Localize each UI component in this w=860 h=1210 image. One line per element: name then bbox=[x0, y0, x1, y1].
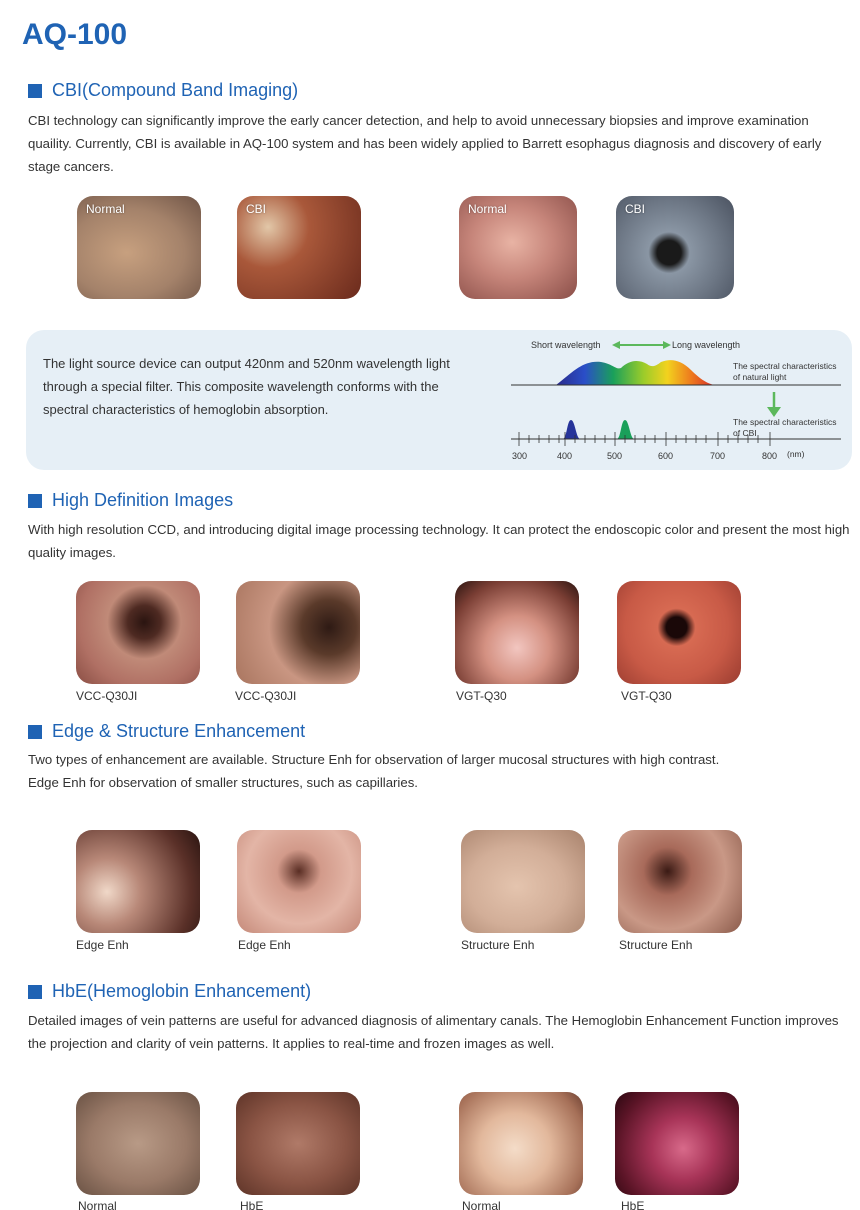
tick-label: 700 bbox=[710, 451, 726, 461]
image-caption: Structure Enh bbox=[461, 938, 535, 952]
unit-label: (nm) bbox=[787, 449, 805, 459]
image-label: Normal bbox=[468, 202, 507, 216]
long-wavelength-label: Long wavelength bbox=[672, 340, 741, 350]
short-wavelength-label: Short wavelength bbox=[531, 340, 601, 350]
double-arrow-icon bbox=[612, 341, 671, 349]
bullet-square-icon bbox=[28, 725, 42, 739]
image-caption: Edge Enh bbox=[238, 938, 291, 952]
tick-label: 300 bbox=[512, 451, 528, 461]
image-caption: VGT-Q30 bbox=[456, 689, 507, 703]
natural-label-line1: The spectral characteristics bbox=[733, 361, 837, 371]
natural-label-line2: of natural light bbox=[733, 372, 787, 382]
bullet-square-icon bbox=[28, 84, 42, 98]
endoscopy-image bbox=[236, 581, 360, 684]
endoscopy-image bbox=[237, 196, 361, 299]
image-caption: HbE bbox=[621, 1199, 645, 1210]
endoscopy-image bbox=[459, 1092, 583, 1195]
endoscopy-image bbox=[461, 830, 585, 933]
section-heading-hbe bbox=[28, 981, 311, 1002]
image-caption: Edge Enh bbox=[76, 938, 129, 952]
image-caption: Normal bbox=[78, 1199, 117, 1210]
page-title: AQ-100 bbox=[22, 18, 128, 51]
section-title: HbE(Hemoglobin Enhancement) bbox=[52, 981, 312, 1001]
hbe-description: Detailed images of vein patterns are useful for advanced diagnosis of alimentary canals. The Hemoglobin Enhancement Function improves the projection and clarity of vein patterns. It applies to real-time and frozen images as well. bbox=[28, 1013, 839, 1051]
natural-light-spectrum bbox=[556, 360, 715, 385]
section-heading-edge bbox=[28, 721, 305, 742]
endoscopy-image bbox=[459, 196, 577, 299]
edge-description-line1: Two types of enhancement are available. Structure Enh for observation of larger mucosal structures with high contrast. bbox=[28, 752, 720, 767]
endoscopy-image bbox=[77, 196, 201, 299]
peak-420nm bbox=[563, 420, 580, 439]
section-title: High Definition Images bbox=[52, 490, 234, 510]
endoscopy-image bbox=[455, 581, 579, 684]
down-arrow-icon bbox=[767, 392, 781, 417]
endoscopy-image bbox=[617, 581, 741, 684]
image-label: Normal bbox=[86, 202, 125, 216]
image-caption: VGT-Q30 bbox=[621, 689, 672, 703]
image-caption: Normal bbox=[462, 1199, 501, 1210]
edge-description-line2: Edge Enh for observation of smaller structures, such as capillaries. bbox=[28, 775, 418, 790]
image-label: CBI bbox=[625, 202, 646, 216]
cbi-label-line1: The spectral characteristics bbox=[733, 417, 837, 427]
cbi-info-text: The light source device can output 420nm and 520nm wavelength light through a special filter. This composite wavelength conforms with the spectral characteristics of hemoglobin absorption. bbox=[43, 356, 450, 417]
endoscopy-image bbox=[76, 581, 200, 684]
endoscopy-image bbox=[236, 1092, 360, 1195]
image-caption: HbE bbox=[240, 1199, 264, 1210]
endoscopy-image bbox=[76, 830, 200, 933]
bullet-square-icon bbox=[28, 494, 42, 508]
endoscopy-image bbox=[76, 1092, 200, 1195]
image-caption: VCC-Q30JI bbox=[235, 689, 297, 703]
image-label: CBI bbox=[246, 202, 267, 216]
endoscopy-image bbox=[615, 1092, 739, 1195]
cbi-label-line2: of CBI bbox=[733, 428, 757, 438]
cbi-description: CBI technology can significantly improve the early cancer detection, and help to avoid unnecessary biopsies and improve examination quaility. Currently, CBI is available in AQ-100 system and has been widely applied to Barrett esophagus diagnosis and discovery of early stage cancers. bbox=[28, 113, 822, 174]
tick-label: 500 bbox=[607, 451, 623, 461]
endoscopy-image bbox=[618, 830, 742, 933]
image-caption: VCC-Q30JI bbox=[76, 689, 138, 703]
section-title: Edge & Structure Enhancement bbox=[52, 721, 306, 741]
tick-label: 600 bbox=[658, 451, 674, 461]
hd-description: With high resolution CCD, and introducing digital image processing technology. It can protect the endoscopic color and present the most high quality images. bbox=[28, 522, 850, 560]
section-heading-cbi bbox=[28, 80, 298, 101]
endoscopy-image bbox=[616, 196, 734, 299]
bullet-square-icon bbox=[28, 985, 42, 999]
tick-label: 400 bbox=[557, 451, 573, 461]
endoscopy-image bbox=[237, 830, 361, 933]
image-caption: Structure Enh bbox=[619, 938, 693, 952]
tick-label: 800 bbox=[762, 451, 778, 461]
spectrum-diagram bbox=[481, 332, 851, 468]
peak-520nm bbox=[617, 420, 634, 439]
cbi-info-panel bbox=[26, 330, 852, 470]
section-title: CBI(Compound Band Imaging) bbox=[52, 80, 299, 100]
section-heading-hd bbox=[28, 490, 233, 511]
